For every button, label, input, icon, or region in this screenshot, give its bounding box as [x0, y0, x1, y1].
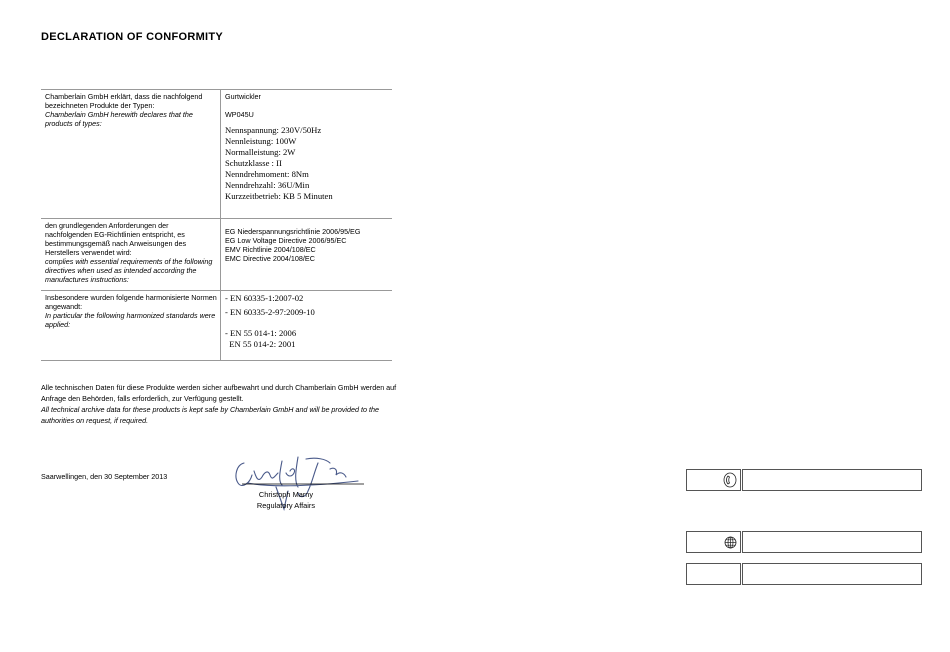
archive-paragraph: [41, 382, 401, 426]
standard-line: - EN 55 014-1: 2006: [225, 328, 297, 338]
directives-cell: [221, 219, 393, 291]
spec-line: Nennleistung: 100W: [225, 136, 297, 146]
table-row: [41, 291, 392, 361]
standards-de: Insbesondere wurden folgende harmonisierte Normen angewandt:: [45, 293, 217, 311]
spec-line: Nenndrehmoment: 8Nm: [225, 169, 309, 179]
standards-intro-cell: [41, 291, 221, 361]
standard-line: - EN 60335-1:2007-02: [225, 293, 304, 303]
products-intro-cell: [41, 90, 221, 219]
archive-en: All technical archive data for these products is kept safe by Chamberlain GmbH and will be provided to the authorities on request, if required.: [41, 405, 379, 425]
standards-cell: [221, 291, 393, 361]
spec-line: Nenndrehzahl: 36U/Min: [225, 180, 310, 190]
spec-line: Normalleistung: 2W: [225, 147, 296, 157]
table-row: [41, 90, 392, 219]
phone-icon-box: [686, 469, 741, 491]
standard-line: - EN 60335-2-97:2009-10: [225, 307, 315, 317]
intro-en: Chamberlain GmbH herewith declares that the products of types:: [45, 110, 193, 128]
conformity-table: [41, 89, 392, 361]
directive-line: EG Low Voltage Directive 2006/95/EC: [225, 236, 347, 245]
globe-icon: [724, 536, 737, 549]
directive-line: EG Niederspannungsrichtlinie 2006/95/EG: [225, 227, 361, 236]
blank-label-box: [686, 563, 741, 585]
directives-en: complies with essential requirements of the following directives when used as intended according the manufactures instructions:: [45, 257, 213, 284]
standards-en: In particular the following harmonized standards were applied:: [45, 311, 216, 329]
directives-de: den grundlegenden Anforderungen der nachfolgenden EG-Richtlinien entspricht, es bestimmungsgemäß nach Anweisungen des Herstellers verwendet wird:: [45, 221, 187, 257]
blank-field: [742, 563, 922, 585]
signer-block: [246, 489, 326, 511]
place-date: Saarwellingen, den 30 September 2013: [41, 472, 168, 481]
directives-intro-cell: [41, 219, 221, 291]
web-icon-box: [686, 531, 741, 553]
web-field: [742, 531, 922, 553]
phone-icon: [723, 472, 737, 488]
directive-line: EMV Richtlinie 2004/108/EC: [225, 245, 316, 254]
spec-line: Kurzzeitbetrieb: KB 5 Minuten: [225, 191, 333, 201]
phone-field: [742, 469, 922, 491]
products-cell: [221, 90, 393, 219]
signer-role: Regulatory Affairs: [256, 501, 316, 510]
standard-line: EN 55 014-2: 2001: [225, 339, 296, 349]
page-title: DECLARATION OF CONFORMITY: [41, 31, 224, 43]
product-name: Gurtwickler: [225, 92, 261, 101]
archive-de: Alle technischen Daten für diese Produkte werden sicher aufbewahrt und durch Chamberlain GmbH werden auf Anfrage den Behörden, falls erforderlich, zur Verfügung gestellt.: [41, 383, 397, 403]
spec-line: Nennspannung: 230V/50Hz: [225, 125, 322, 135]
intro-de: Chamberlain GmbH erklärt, dass die nachfolgend bezeichneten Produkte der Typen:: [45, 92, 203, 110]
product-type: WP045U: [225, 110, 254, 119]
signer-name: Christoph Marny: [258, 490, 314, 499]
table-row: [41, 219, 392, 291]
directive-line: EMC Directive 2004/108/EC: [225, 254, 315, 263]
spec-line: Schutzklasse : II: [225, 158, 282, 168]
